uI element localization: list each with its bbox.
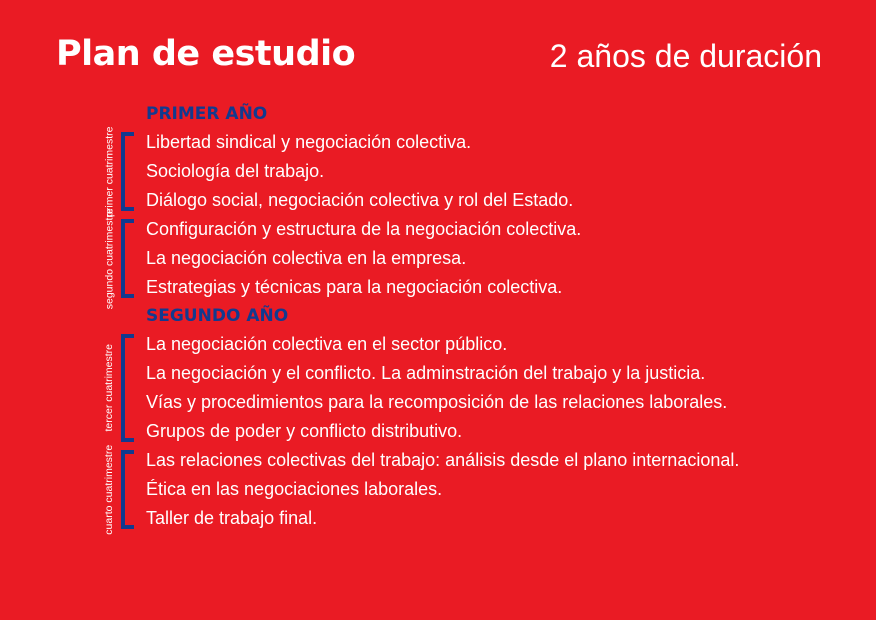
semester-label-segundo <box>96 208 124 309</box>
header <box>0 34 876 90</box>
semester-block-segundo <box>0 208 876 309</box>
course-item: Libertad sindical y negociación colectiva. <box>146 132 472 152</box>
semester-label-cuarto <box>96 446 124 533</box>
semester-label-text: segundo cuatrimestre <box>103 208 116 309</box>
course-item: Diálogo social, negociación colectiva y rol del Estado. <box>146 190 574 210</box>
semester-label-primer <box>96 128 124 215</box>
course-item: Ética en las negociaciones laborales. <box>146 479 443 499</box>
course-item: La negociación colectiva en el sector público. <box>146 334 508 354</box>
bracket-icon <box>121 450 134 529</box>
semester-block-cuarto <box>0 446 876 533</box>
semester-block-primer <box>0 128 876 215</box>
course-item: Taller de trabajo final. <box>146 508 318 528</box>
bracket-icon <box>121 132 134 211</box>
semester-block-tercer <box>0 330 876 446</box>
course-item: Vías y procedimientos para la recomposición de las relaciones laborales. <box>146 392 728 412</box>
semester-label-text: primer cuatrimestre <box>103 126 116 217</box>
course-item: Las relaciones colectivas del trabajo: análisis desde el plano internacional. <box>146 450 740 470</box>
year-heading-first: PRIMER AÑO <box>146 104 268 124</box>
semester-label-tercer <box>96 330 124 446</box>
page-title: Plan de estudio <box>56 34 356 74</box>
bracket-icon <box>121 334 134 442</box>
duration-text: 2 años de duración <box>549 38 822 74</box>
bracket-icon <box>121 219 134 298</box>
course-item: Estrategias y técnicas para la negociación colectiva. <box>146 277 563 297</box>
course-item: Grupos de poder y conflicto distributivo. <box>146 421 463 441</box>
course-item: Sociología del trabajo. <box>146 161 325 181</box>
semester-label-text: cuarto cuatrimestre <box>103 444 116 535</box>
semester-label-text: tercer cuatrimestre <box>103 344 116 432</box>
course-item: La negociación y el conflicto. La adminstración del trabajo y la justicia. <box>146 363 706 383</box>
curriculum-content <box>0 100 876 533</box>
course-item: Configuración y estructura de la negociación colectiva. <box>146 219 582 239</box>
year-heading-second: SEGUNDO AÑO <box>146 306 289 326</box>
course-item: La negociación colectiva en la empresa. <box>146 248 467 268</box>
